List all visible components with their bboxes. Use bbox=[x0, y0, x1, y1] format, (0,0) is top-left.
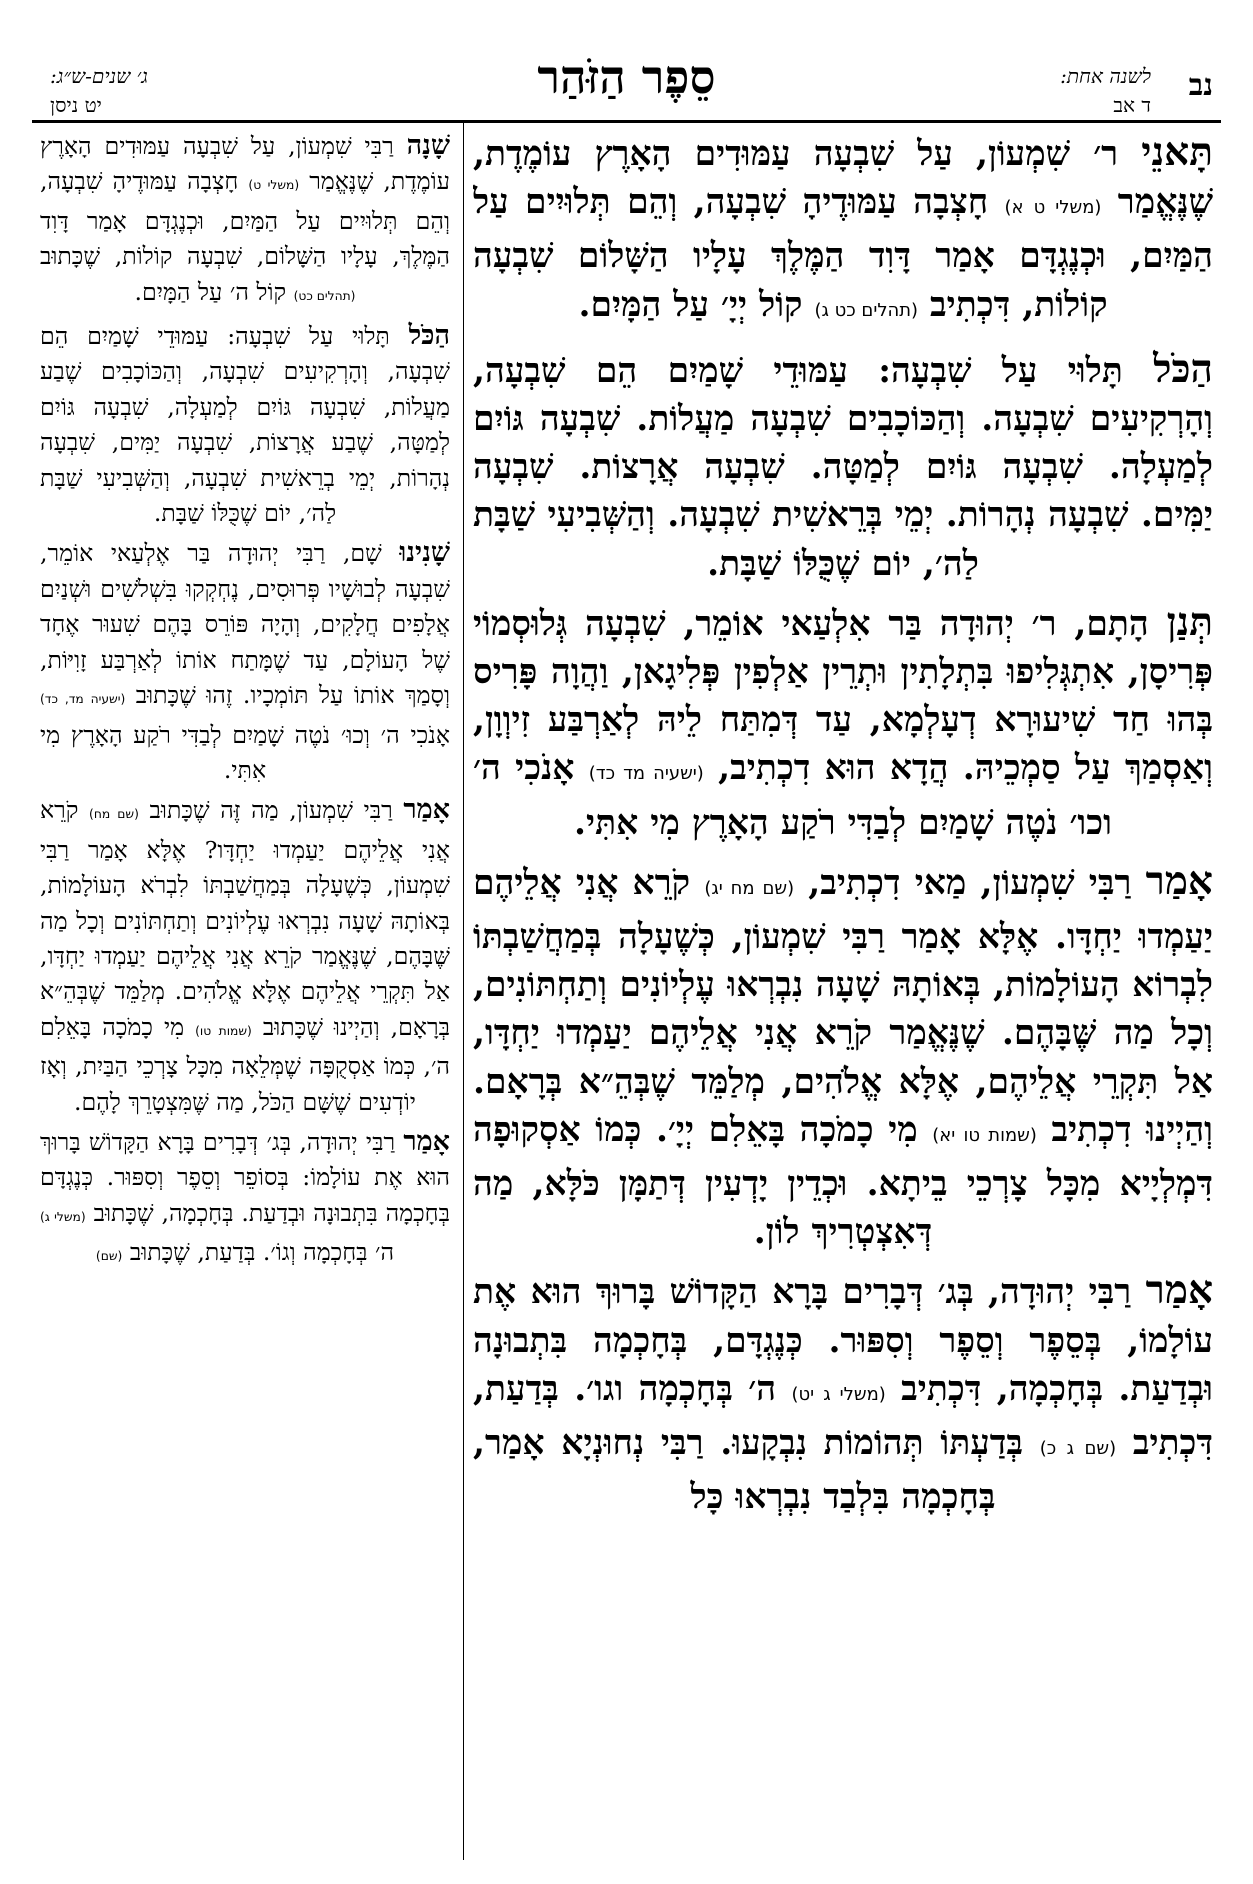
verse-reference: (ישעיה מד כד) bbox=[588, 763, 704, 785]
text-segment: ה׳ בְּחָכְמָה וְגוֹ׳. בְּדַעַת, שֶׁכָּתוּב bbox=[122, 1238, 395, 1267]
side-paragraph-5 bbox=[40, 1124, 450, 1275]
paragraph-opener: הַכֹּל bbox=[1153, 345, 1213, 392]
page-title: סֵפֶר הַזֹּהַר bbox=[537, 50, 716, 104]
text-segment: מִי כָמֹכָה בָּאֵלִם יְיָ׳. כְּמוֹ אַסְקוּפָה דִּמְלְיָיא מִכָּל צָרְכֵי בֵיתָא. וּכְדֵין יָדְעִין דְּתַמָּן כֹּלָּא, מַה דְּאִצְטְרִיךְ לוֹן. bbox=[473, 1109, 1213, 1253]
side-paragraph-3 bbox=[40, 535, 450, 788]
text-segment: תָּלוּי עַל שִׁבְעָה: עַמּוּדֵי שָׁמַיִם הֵם שִׁבְעָה, וְהָרְקִיעִים שִׁבְעָה, וְהַכּוֹכָבִים שֶׁבַע מַעֲלוֹת, שִׁבְעָה גּוֹיִם לְמַעְלָה, שִׁבְעָה גּוֹיִם לְמַטָּה, שֶׁבַע אֲרָצוֹת, שִׁבְעָה יַמִּים, שִׁבְעָה נְהָרוֹת, יְמֵי בְרֵאשִׁית שִׁבְעָה, וְהַשְּׁבִיעִי שַׁבָּת לַה׳, יוֹם שֶׁכֻּלּוֹ שַׁבָּת. bbox=[40, 322, 450, 528]
text-segment: קוֹל ה׳ עַל הַמָּיִם. bbox=[134, 277, 294, 306]
text-segment: ר׳ שִׁמְעוֹן, עַל שִׁבְעָה עַמּוּדִים הָאָרֶץ עוֹמֶדֶת, שֶׁנֶּאֱמַר bbox=[473, 134, 1213, 223]
text-segment: ה׳ בְּחָכְמָה וגו׳. בְּדַעַת, דִּכְתִיב bbox=[473, 1368, 1213, 1464]
verse-reference: (שם ג כ) bbox=[1039, 1438, 1117, 1460]
text-segment: קֹרֵא אֲנִי אֲלֵיהֶם יַעַמְדוּ יַחְדָּו? אֶלָּא אָמַר רַבִּי שִׁמְעוֹן, כְּשֶׁעָלָה בְּמַחֲשַׁבְתּוֹ לִבְרֹא הָעוֹלָמוֹת, בְּאוֹתָהּ שָׁעָה נִבְרְאוּ עֶלְיוֹנִים וְתַחְתּוֹנִים וְכָל מַה שֶּׁבָּהֶם, שֶׁנֶּאֱמַר קֹרֵא אֲנִי אֲלֵיהֶם יַעַמְדוּ יַחְדָּו, אַל תִּקְרֵי אֲלֵיהֶם אֶלָּא אֱלֹהִים. מְלַמֵּד שֶׁבְּהֵ״א בְּרָאָם, וְהַיְינוּ שֶׁכָּתוּב bbox=[40, 796, 450, 1041]
text-segment: רַבִּי יְהוּדָה, בְּג׳ דְּבָרִים בָּרָא הַקָּדוֹשׁ בָּרוּךְ הוּא אֶת עוֹלָמוֹ: בְּסוֹפֵר וְסֵפֶר וְסִפּוּר. כְּנֶגְדָּם בְּחָכְמָה בִּתְבוּנָה וּבְדַעַת. בְּחָכְמָה, שֶׁכָּתוּב bbox=[40, 1127, 450, 1227]
header-divider bbox=[32, 120, 1221, 123]
paragraph-opener: אָמַר bbox=[1145, 1267, 1213, 1314]
column-divider bbox=[463, 120, 464, 1860]
side-paragraph-2 bbox=[40, 318, 450, 531]
paragraph-opener: שָׁנִינוּ bbox=[399, 537, 450, 569]
study-schedule-one-year: לשנה אחת: bbox=[1060, 64, 1151, 88]
page-number: נב bbox=[1188, 68, 1213, 103]
paragraph-opener: אָמַר bbox=[403, 794, 450, 826]
verse-reference: (תהלים כט) bbox=[293, 288, 356, 303]
paragraph-opener: אָמַר bbox=[1145, 857, 1213, 904]
text-segment: קֹרֵא אֲנִי אֲלֵיהֶם יַעַמְדוּ יַחְדָּו. אֶלָּא אָמַר רַבִּי שִׁמְעוֹן, כְּשֶׁעָלָה בְּמַחֲשַׁבְתּוֹ לִבְרוֹא הָעוֹלָמוֹת, בְּאוֹתָהּ שָׁעָה נִבְרְאוּ עֶלְיוֹנִים וְתַחְתּוֹנִים, וְכָל מַה שֶּׁבָּהֶם. שֶׁנֶּאֱמַר קֹרֵא אֲנִי אֲלֵיהֶם יַעַמְדוּ יַחְדָּו, אַל תִּקְרֵי אֲלֵיהֶם, אֶלָּא אֱלֹהִים, מְלַמֵּד שֶׁבְּהֵ״א בְּרָאָם. וְהַיְינוּ דִכְתִיב bbox=[473, 862, 1213, 1150]
verse-reference: (שם מח יג) bbox=[704, 877, 795, 899]
verse-reference: (שמות טו יא) bbox=[932, 1124, 1037, 1146]
side-paragraph-4 bbox=[40, 792, 450, 1120]
translation-column bbox=[40, 128, 450, 1856]
main-text-column bbox=[473, 128, 1213, 1856]
verse-reference: (משלי ט) bbox=[248, 178, 300, 193]
verse-reference: (תהלים כט ג) bbox=[814, 299, 919, 321]
verse-reference: (משלי ג) bbox=[40, 1209, 86, 1224]
text-segment: רַבִּי שִׁמְעוֹן, מַה זֶּה שֶׁכָּתוּב bbox=[138, 796, 404, 825]
paragraph-opener: אָמַר bbox=[403, 1125, 450, 1157]
text-segment: שָׁם, רַבִּי יְהוּדָה בַּר אֶלְעַאי אוֹמֵר, שִׁבְעָה לְבוּשָׁיו פְּרוּסִים, נֶחְקְקוּ בִּשְׁלֹשִׁים וּשְׁנַיִם אֲלָפִים חֲלָקִים, וְהָיָה פּוֹרֵס בָּהֶם שִׁעוּר אֶחָד שֶׁל הָעוֹלָם, עַד שֶׁמָּתַח אוֹתוֹ לְאַרְבַּע זָוִיּוֹת, וְסָמַךְ אוֹתוֹ עַל תּוֹמְכָיו. זֶהוּ שֶׁכָּתוּב bbox=[40, 539, 450, 710]
text-segment: רַבִּי יְהוּדָה, בְּג׳ דְּבָרִים בָּרָא הַקָּדוֹשׁ בָּרוּךְ הוּא אֶת עוֹלָמוֹ, בְּסֵפֶר וְסֵפֶר וְסִפּוּר. כְּנֶגְדָּם, בְּחָכְמָה בִּתְבוּנָה וּבְדַעַת. בְּחָכְמָה, דִּכְתִיב bbox=[473, 1272, 1213, 1409]
paragraph-opener: תְּנַן bbox=[1166, 598, 1213, 645]
main-paragraph-1 bbox=[473, 128, 1213, 335]
verse-reference: (שם מח) bbox=[89, 807, 139, 822]
text-segment: בְּדַעְתּוֹ תְּהוֹמוֹת נִבְקָעוּ. רַבִּי נְחוּנְיָא אָמַר, בְּחָכְמָה בִּלְבַד נִבְרְאוּ כָּל bbox=[473, 1423, 1040, 1518]
text-segment: חָצְבָה עַמּוּדֶיהָ שִׁבְעָה, וְהֵם תְּלוּיִים עַל הַמַּיִם, וּכְנֶגְדָּם אָמַר דָּוִד הַמֶּלֶךְ עָלָיו הַשָּׁלוֹם שִׁבְעָה קוֹלוֹת, דִּכְתִיב bbox=[473, 182, 1213, 325]
text-segment: אָנֹכִי ה׳ וְכוּ׳ נֹטֶה שָׁמַיִם לְבַדִּי רֹקַע הָאָרֶץ מִי אִתִּי. bbox=[40, 720, 450, 784]
text-segment: מִי כָמֹכָה בָּאֵלִם ה׳, כְּמוֹ אַסְקֻפָּה שֶׁמְּלֵאָה מִכָּל צָרְכֵי הַבַּיִת, וְאָז יוֹדְעִים שֶׁשָּׁם הַכֹּל, מַה שֶּׁמִּצְטָרֵךְ לָהֶם. bbox=[40, 1012, 450, 1116]
main-paragraph-3 bbox=[473, 598, 1213, 847]
verse-reference: (משלי ט א) bbox=[1004, 197, 1102, 219]
verse-reference: (משלי ג יט) bbox=[791, 1383, 886, 1405]
paragraph-opener: שָׁנָה bbox=[406, 130, 450, 161]
verse-reference: (ישעיה מד, כד) bbox=[40, 692, 126, 707]
text-segment: קוֹל יְיָ׳ עַל הַמָּיִם. bbox=[578, 284, 815, 325]
paragraph-opener: תָּאנֵי bbox=[1141, 129, 1213, 175]
text-segment: הָתָם, ר׳ יְהוּדָה בַּר אִלְעַאי אוֹמֵר, שִׁבְעָה גְּלוּסְמוֹי פְּרִיסָן, אִתְגְּלִיפוּ בִּתְלָתִין וּתְרֵין אַלְפִין פְּלִיגָאן, וַהֲוָה פָּרִיס בְּהוּ חַד שִׁיעוּרָא דְעָלְמָא, עַד דְּמִתַּח לֵיהּ לְאַרְבַּע זִיוְוָן, וְאַסְמַךְ עַל סַמְכֵיהּ. הֲדָא הוּא דִכְתִיב, bbox=[473, 603, 1213, 789]
text-segment: חָצְבָה עַמּוּדֶיהָ שִׁבְעָה, וְהֵם תְּלוּיִים עַל הַמַּיִם, וּכְנֶגְדָּם אָמַר דָּוִד הַמֶּלֶךְ, עָלָיו הַשָּׁלוֹם, שִׁבְעָה קוֹלוֹת, שֶׁכָּתוּב bbox=[40, 167, 450, 271]
study-schedule-three-years: ג׳ שנים-ש״ג: bbox=[50, 64, 148, 88]
paragraph-opener: הַכֹּל bbox=[408, 320, 450, 352]
verse-reference: (שמות טו) bbox=[195, 1023, 252, 1038]
text-segment: רַבִּי שִׁמְעוֹן, עַל שִׁבְעָה עַמּוּדִים הָאָרֶץ עוֹמֶדֶת, שֶׁנֶּאֱמַר bbox=[40, 132, 450, 196]
study-date-one-year: ד אב bbox=[1113, 93, 1151, 117]
main-paragraph-4 bbox=[473, 857, 1213, 1257]
main-paragraph-5 bbox=[473, 1266, 1213, 1521]
study-date-three-years: יט ניסן bbox=[50, 93, 102, 117]
text-segment: אָנֹכִי ה׳ וכו׳ נֹטֶה שָׁמַיִם לְבַדִּי רֹקַע הָאָרֶץ מִי אִתִּי. bbox=[473, 748, 1112, 843]
text-segment: רַבִּי שִׁמְעוֹן, מַאי דִכְתִיב, bbox=[794, 862, 1146, 903]
verse-reference: (שם) bbox=[95, 1249, 123, 1264]
text-segment: תָּלוּי עַל שִׁבְעָה: עַמּוּדֵי שָׁמַיִם הֵם שִׁבְעָה, וְהָרְקִיעִים שִׁבְעָה. וְהַכּוֹכָבִים שִׁבְעָה מַעֲלוֹת. שִׁבְעָה גּוֹיִם לְמַעְלָה. שִׁבְעָה גּוֹיִם לְמַטָּה. שִׁבְעָה אֲרָצוֹת. שִׁבְעָה יַמִּים. שִׁבְעָה נְהָרוֹת. יְמֵי בְּרֵאשִׁית שִׁבְעָה. וְהַשְּׁבִיעִי שַׁבָּת לַה׳, יוֹם שֶׁכֻּלּוֹ שַׁבָּת. bbox=[473, 350, 1213, 584]
main-paragraph-2 bbox=[473, 345, 1213, 588]
side-paragraph-1 bbox=[40, 128, 450, 314]
